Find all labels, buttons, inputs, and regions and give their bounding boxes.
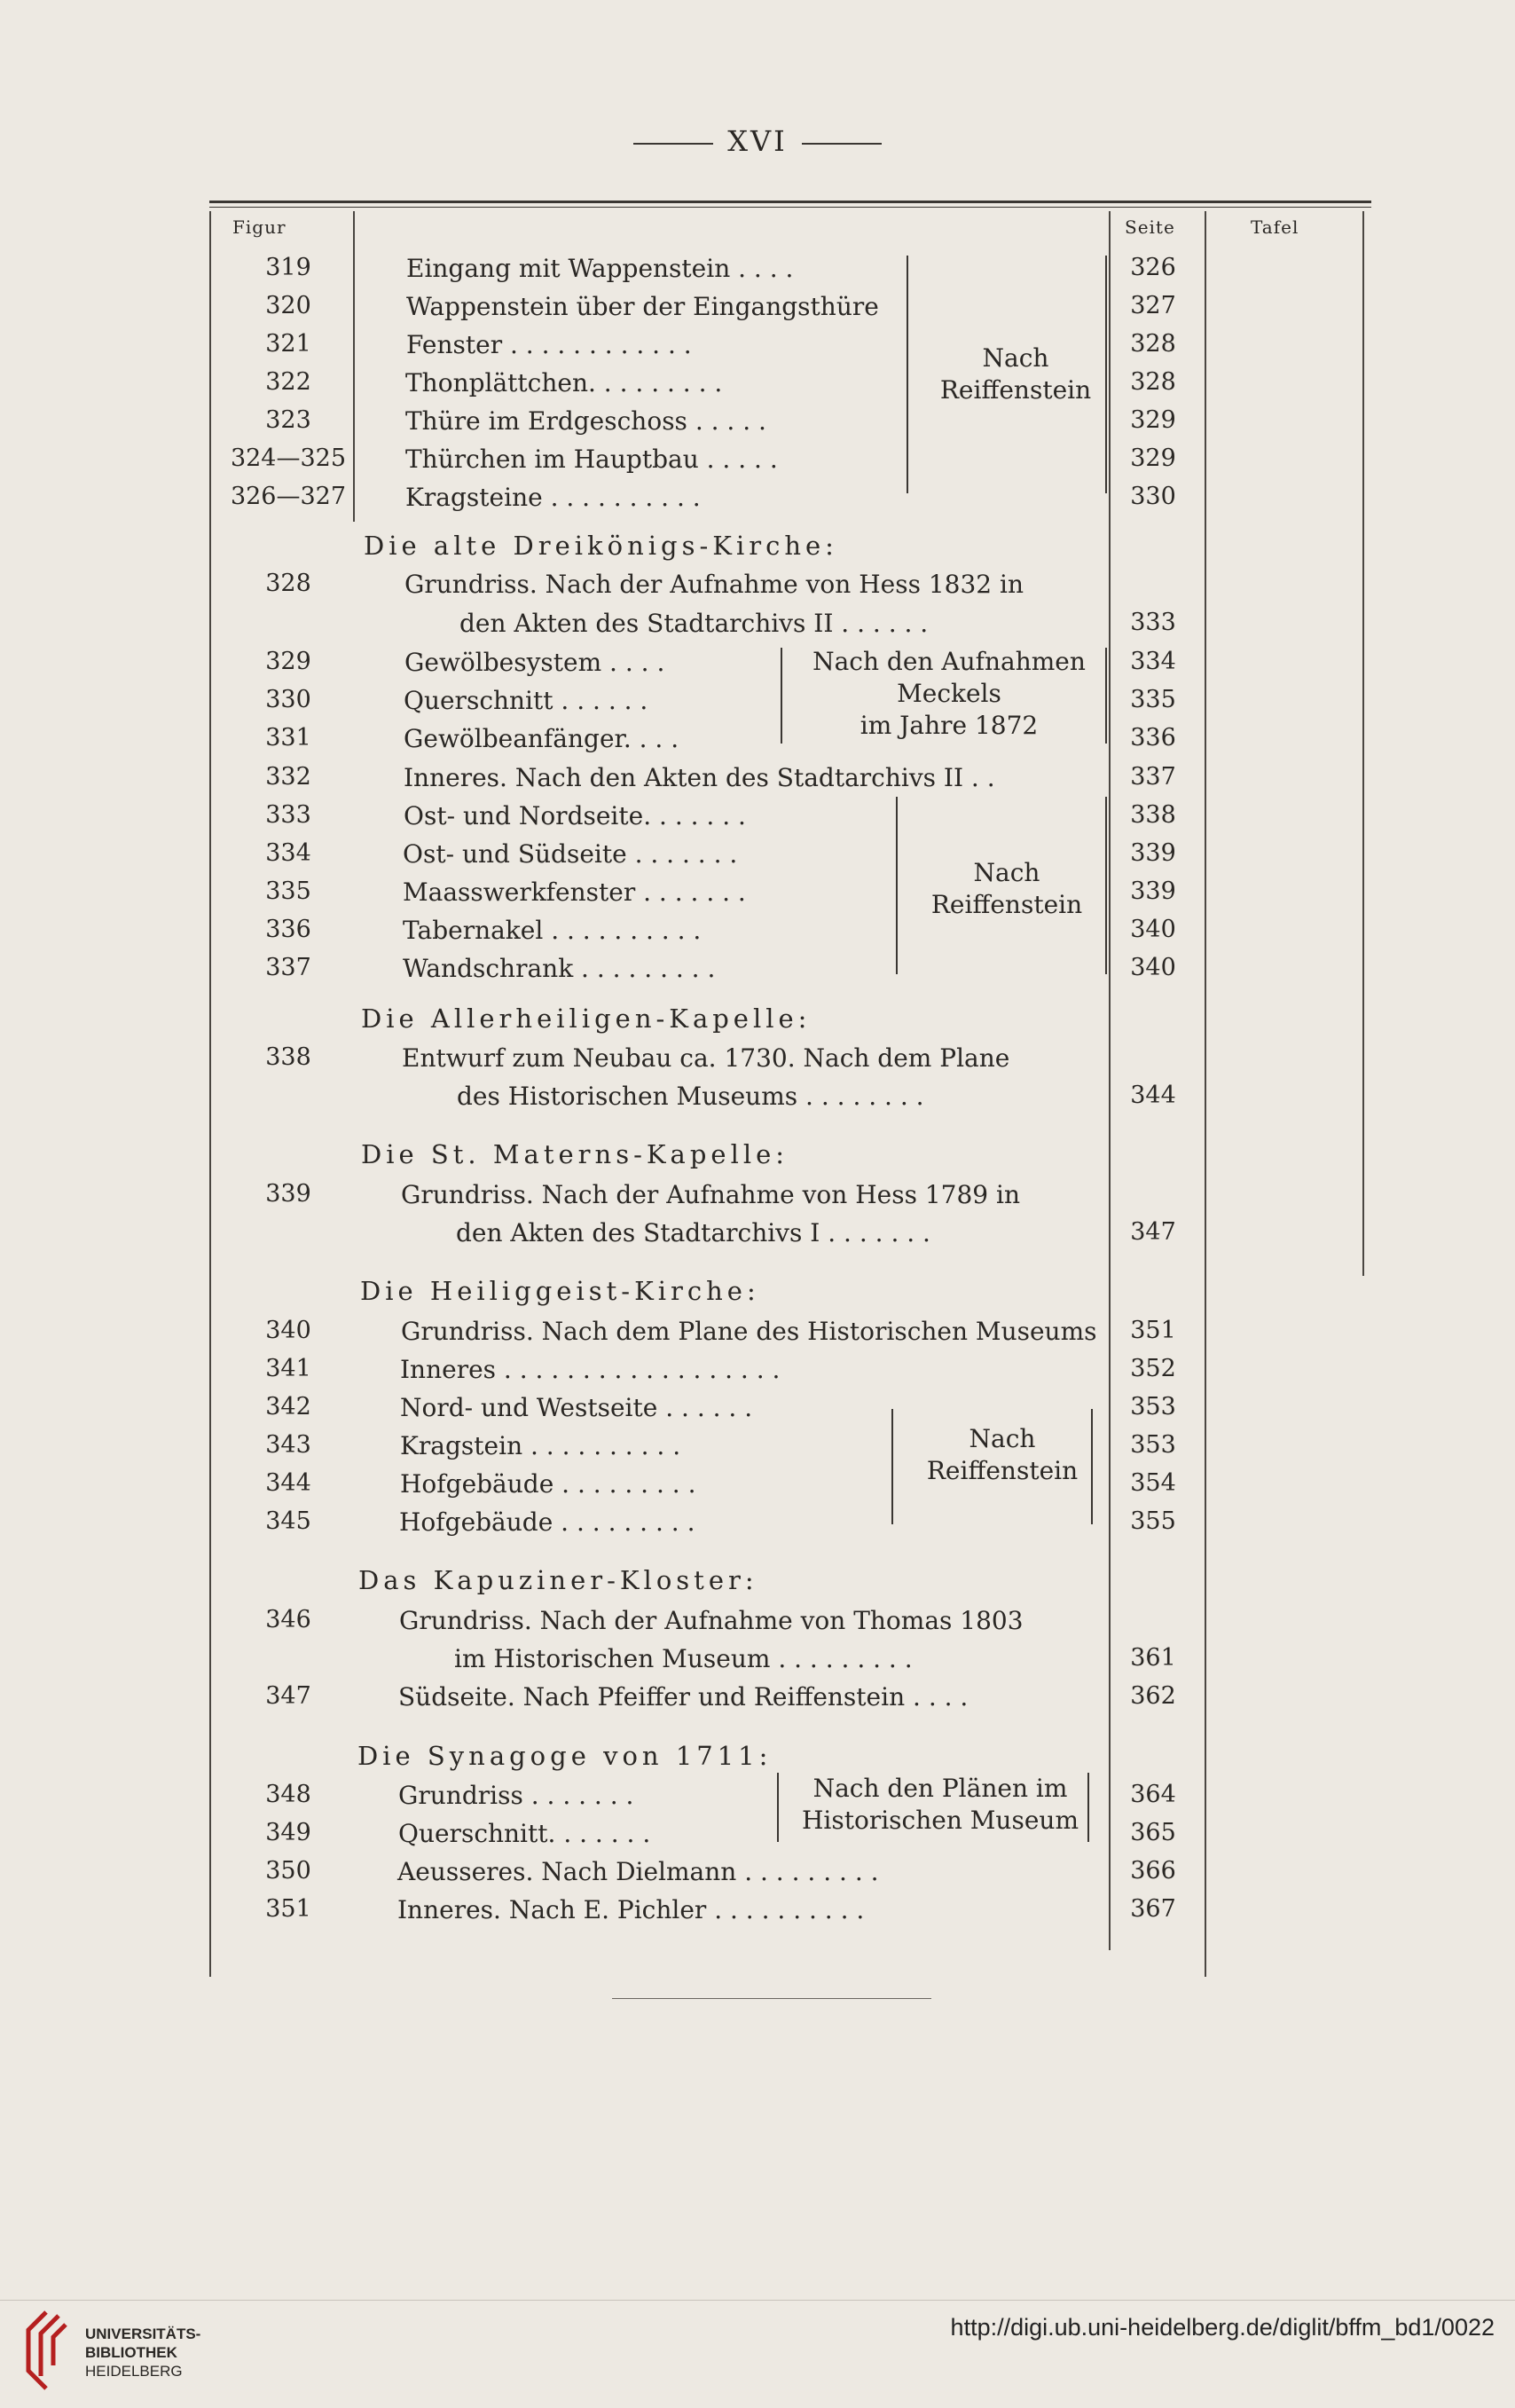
figure-description: im Historischen Museum . . . . . . . . .: [454, 1644, 913, 1673]
group-brace-right: [1087, 1773, 1098, 1842]
figure-description: Hofgebäude . . . . . . . . .: [400, 1469, 696, 1499]
page-number: XVI: [727, 124, 788, 158]
group-note-line: Reiffenstein: [939, 375, 1092, 405]
library-name-line: UNIVERSITÄTS-: [85, 2325, 201, 2342]
section-heading: Das Kapuziner-Kloster:: [358, 1565, 758, 1595]
page-number-cell: 366: [1130, 1857, 1176, 1885]
figure-description: Inneres. Nach E. Pichler . . . . . . . . . .: [397, 1895, 865, 1924]
section-heading: Die Synagoge von 1711:: [357, 1741, 773, 1771]
figure-number: 336: [265, 916, 311, 943]
figure-description: Gewölbeanfänger. . . .: [404, 724, 679, 753]
figure-description: Thonplättchen. . . . . . . . .: [405, 368, 723, 397]
page-number-cell: 334: [1130, 648, 1176, 675]
figure-description: Grundriss. Nach der Aufnahme von Hess 1832 in: [404, 570, 1024, 599]
column-header-figure: Figur: [232, 216, 287, 238]
page-number-cell: 361: [1130, 1644, 1176, 1672]
figure-description: Thüre im Erdgeschoss . . . . .: [405, 406, 766, 436]
page-number-cell: 352: [1130, 1355, 1176, 1382]
figure-description: Eingang mit Wappenstein . . . .: [406, 254, 794, 283]
page-number-cell: 327: [1130, 292, 1176, 319]
page-header: [0, 124, 1515, 158]
figure-description: Maasswerkfenster . . . . . . .: [403, 877, 746, 907]
group-note-3: [914, 857, 1100, 921]
figure-number: 342: [265, 1393, 311, 1420]
ornament-right: [802, 143, 882, 145]
figure-number: 332: [265, 763, 311, 791]
figure-description: Tabernakel . . . . . . . . . .: [403, 916, 702, 945]
figure-number: 337: [265, 954, 311, 981]
figure-description: Aeusseres. Nach Dielmann . . . . . . . . .: [397, 1857, 879, 1886]
figure-number: 345: [265, 1507, 311, 1535]
figure-number: 343: [265, 1431, 311, 1459]
figure-description: Ost- und Nordseite. . . . . . .: [404, 801, 746, 830]
column-header-page: Seite: [1125, 216, 1175, 238]
page-number-cell: 329: [1130, 445, 1176, 472]
group-note-line: Nach: [973, 858, 1040, 887]
figure-description: den Akten des Stadtarchivs I . . . . . . .: [456, 1218, 930, 1247]
figure-number: 346: [265, 1606, 311, 1633]
figure-description: Querschnitt . . . . . .: [404, 686, 648, 715]
figure-description: Grundriss. Nach der Aufnahme von Hess 1789 in: [401, 1180, 1020, 1209]
column-rule-outer-right: [1362, 211, 1364, 1276]
page-number-cell: 340: [1130, 916, 1176, 943]
group-note-line: im Jahre 1872: [860, 711, 1039, 740]
page-number-cell: 328: [1130, 368, 1176, 396]
figure-description: Ost- und Südseite . . . . . . .: [403, 839, 738, 869]
group-brace-left: [883, 1409, 893, 1524]
figure-description: Wappenstein über der Eingangsthüre: [406, 292, 879, 321]
page-number-cell: 339: [1130, 877, 1176, 905]
column-rule-outer-left: [209, 211, 211, 1977]
figure-number: 322: [265, 368, 311, 396]
figure-number: 329: [265, 648, 311, 675]
group-note-line: Reiffenstein: [926, 1456, 1079, 1485]
figure-description: Kragsteine . . . . . . . . . .: [405, 483, 701, 512]
figure-number: 335: [265, 877, 311, 905]
figure-number: 331: [265, 724, 311, 752]
page-number-cell: 353: [1130, 1431, 1176, 1459]
source-url[interactable]: http://digi.ub.uni-heidelberg.de/diglit/bffm_bd1/0022: [950, 2314, 1495, 2341]
figure-description: Inneres. Nach den Akten des Stadtarchivs II . .: [404, 763, 995, 792]
figure-number: 334: [265, 839, 311, 867]
column-header-plate: Tafel: [1251, 216, 1299, 238]
section-heading: Die alte Dreikönigs-Kirche:: [364, 531, 838, 561]
page-number-cell: 340: [1130, 954, 1176, 981]
figure-description: den Akten des Stadtarchivs II . . . . . .: [459, 609, 929, 638]
figure-number: 340: [265, 1317, 311, 1344]
page-number-cell: 364: [1130, 1781, 1176, 1808]
column-rule-plate: [1205, 211, 1206, 1977]
group-note-line: Nach den Plänen im: [812, 1774, 1068, 1803]
group-note-1: [922, 342, 1109, 406]
page-number-cell: 330: [1130, 483, 1176, 510]
group-note-4: [909, 1423, 1095, 1487]
figure-number: 330: [265, 686, 311, 713]
page-number-cell: 336: [1130, 724, 1176, 752]
library-name-line: HEIDELBERG: [85, 2363, 183, 2380]
group-note-line: Historischen Museum: [801, 1806, 1079, 1835]
page-number-cell: 362: [1130, 1682, 1176, 1710]
page-number-cell: 335: [1130, 686, 1176, 713]
figure-description: Querschnitt. . . . . . .: [398, 1819, 651, 1848]
figure-description: Entwurf zum Neubau ca. 1730. Nach dem Plane: [402, 1043, 1010, 1073]
page-number-cell: 355: [1130, 1507, 1176, 1535]
figure-number: 351: [265, 1895, 311, 1923]
figure-number: 339: [265, 1180, 311, 1208]
group-note-line: Nach: [969, 1424, 1036, 1453]
figure-description: Hofgebäude . . . . . . . . .: [399, 1507, 695, 1537]
figure-number: 348: [265, 1781, 311, 1808]
page-number-cell: 354: [1130, 1469, 1176, 1497]
group-note-line: Reiffenstein: [930, 890, 1083, 919]
figure-number: 328: [265, 570, 311, 597]
end-rule: [612, 1998, 931, 1999]
figure-number: 326—327: [230, 483, 347, 510]
page-number-cell: 365: [1130, 1819, 1176, 1846]
ornament-left: [633, 143, 713, 145]
library-name: [85, 2325, 200, 2380]
section-heading: Die Heiliggeist-Kirche:: [360, 1276, 760, 1306]
footer-divider: [0, 2300, 1515, 2301]
figure-description: Thürchen im Hauptbau . . . . .: [405, 445, 778, 474]
page-number-cell: 351: [1130, 1317, 1176, 1344]
group-brace-left: [768, 1773, 779, 1842]
group-note-2: [798, 646, 1100, 742]
library-name-line: BIBLIOTHEK: [85, 2344, 177, 2361]
figure-number: 341: [265, 1355, 311, 1382]
ub-heidelberg-logo-icon: [20, 2307, 73, 2392]
figure-number: 321: [265, 330, 311, 358]
figure-description: Grundriss. Nach dem Plane des Historischen Museums: [401, 1317, 1097, 1346]
figure-description: Grundriss . . . . . . .: [398, 1781, 634, 1810]
group-note-line: Meckels: [897, 679, 1001, 708]
page-number-cell: 338: [1130, 801, 1176, 829]
figure-number: 324—325: [230, 445, 347, 472]
figure-number: 338: [265, 1043, 311, 1071]
group-note-line: Nach den Aufnahmen: [812, 647, 1086, 676]
figure-description: Nord- und Westseite . . . . . .: [400, 1393, 753, 1422]
figure-description: Grundriss. Nach der Aufnahme von Thomas 1803: [399, 1606, 1024, 1635]
figure-description: des Historischen Museums . . . . . . . .: [457, 1082, 924, 1111]
group-brace-left: [898, 256, 908, 493]
figure-description: Wandschrank . . . . . . . . .: [403, 954, 716, 983]
group-brace-left: [887, 797, 898, 974]
group-brace-right: [1105, 256, 1116, 493]
group-note-5: [789, 1773, 1091, 1837]
figure-description: Südseite. Nach Pfeiffer und Reiffenstein . . . .: [398, 1682, 969, 1712]
page-number-cell: 339: [1130, 839, 1176, 867]
figure-number: 333: [265, 801, 311, 829]
section-heading: Die St. Materns-Kapelle:: [361, 1139, 789, 1169]
page-number-cell: 333: [1130, 609, 1176, 636]
figure-number: 344: [265, 1469, 311, 1497]
top-rule: [209, 201, 1371, 203]
group-brace-right: [1105, 797, 1116, 974]
page-number-cell: 347: [1130, 1218, 1176, 1246]
figure-number: 320: [265, 292, 311, 319]
page-number-cell: 328: [1130, 330, 1176, 358]
group-brace-right: [1105, 648, 1116, 744]
group-note-line: Nach: [982, 343, 1049, 373]
figure-description: Gewölbesystem . . . .: [404, 648, 665, 677]
page-number-cell: 326: [1130, 254, 1176, 281]
page-number-cell: 329: [1130, 406, 1176, 434]
section-heading: Die Allerheiligen-Kapelle:: [361, 1003, 812, 1034]
page-number-cell: 353: [1130, 1393, 1176, 1420]
figure-description: Inneres . . . . . . . . . . . . . . . . . .: [400, 1355, 781, 1384]
figure-number: 350: [265, 1857, 311, 1885]
figure-number: 349: [265, 1819, 311, 1846]
page-number-cell: 337: [1130, 763, 1176, 791]
group-brace-right: [1091, 1409, 1102, 1524]
figure-description: Kragstein . . . . . . . . . .: [400, 1431, 681, 1460]
page-number-cell: 367: [1130, 1895, 1176, 1923]
top-rule-thin: [209, 207, 1371, 208]
group-brace-left: [772, 648, 782, 744]
page-number-cell: 344: [1130, 1082, 1176, 1109]
figure-number: 319: [265, 254, 311, 281]
figure-number: 323: [265, 406, 311, 434]
figure-description: Fenster . . . . . . . . . . . .: [406, 330, 692, 359]
figure-number: 347: [265, 1682, 311, 1710]
